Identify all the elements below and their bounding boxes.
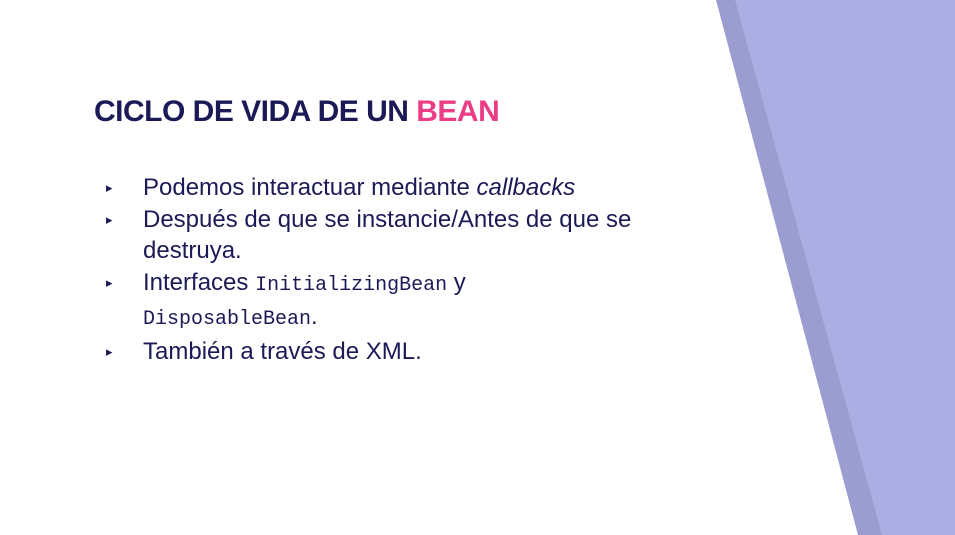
bullet-text: Interfaces [143,268,256,296]
code-disposable-bean: DisposableBean [143,308,312,331]
title-highlight: BEAN [416,95,500,128]
bullet-text: También a través de XML. [143,337,422,365]
bullet-marker-icon: ▸ [106,274,113,290]
bullet-text: Podemos interactuar mediante [143,174,477,201]
title-prefix: CICLO DE VIDA DE UN [94,95,417,128]
bullet-marker-icon: ▸ [106,211,113,227]
code-initializing-bean: InitializingBean [255,273,448,297]
bullet-item [106,204,646,267]
bullet-item [106,172,646,204]
bullet-end: . [311,303,318,330]
slide-title [94,95,499,129]
bullet-connector: y [447,268,466,296]
bullet-emphasis: callbacks [476,174,576,201]
bullet-list [106,172,646,367]
bullet-text: Después de que se instancie/Antes de que se destruya. [143,205,632,264]
bullet-item [106,336,646,368]
bullet-marker-icon: ▸ [106,180,113,195]
bullet-marker-icon: ▸ [106,343,113,359]
bullet-item [106,267,646,336]
